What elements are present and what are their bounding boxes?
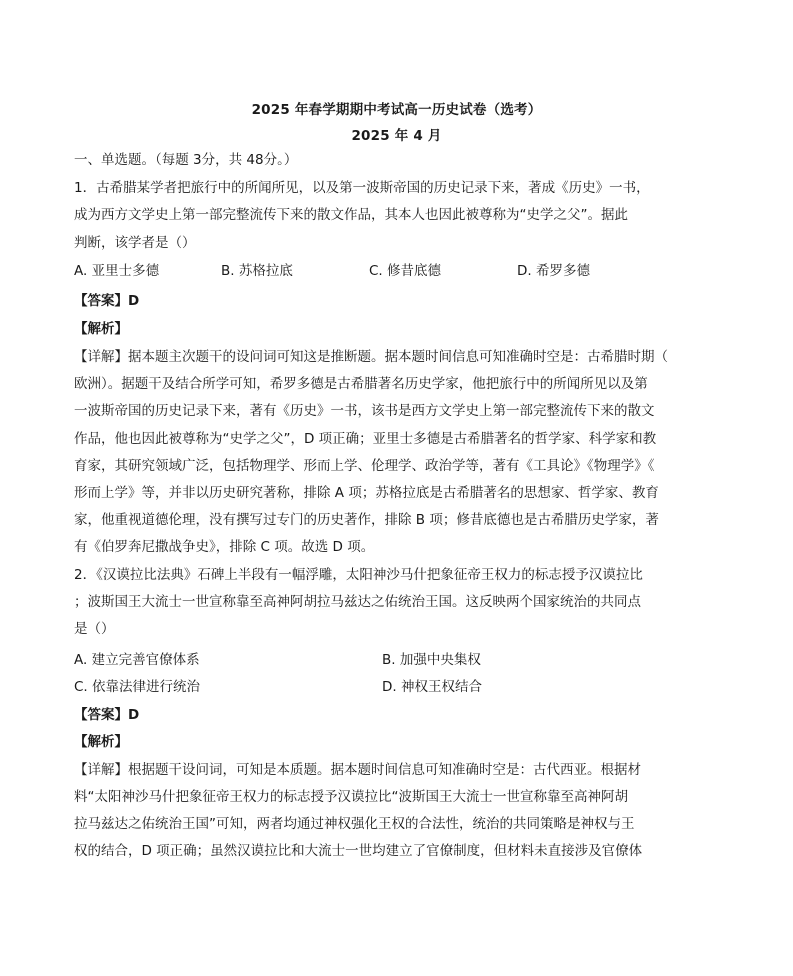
q1-detail-line-8: 有《伯罗奔尼撒战争史》，排除 C 项。故选 D 项。 <box>74 539 375 555</box>
q1-option-a: A. 亚里士多德 <box>74 263 160 279</box>
q1-stem-line-3: 判断，该学者是（） <box>74 235 196 251</box>
q2-option-b: B. 加强中央集权 <box>382 652 481 668</box>
q2-detail-line-1: 【详解】根据题干设问词，可知是本质题。据本题时间信息可知准确时空是：古代西亚。根据材 <box>74 762 641 778</box>
q1-detail-line-1: 【详解】据本题主次题干的设问词可知这是推断题。据本题时间信息可知准确时空是：古希腊时期（ <box>74 349 668 365</box>
q1-option-b: B. 苏格拉底 <box>221 263 293 279</box>
q2-stem-line-3: 是（） <box>74 621 115 637</box>
q2-stem-line-1: 2．《汉谟拉比法典》石碑上半段有一幅浮雕，太阳神沙马什把象征帝王权力的标志授予汉谟拉比 <box>74 567 643 583</box>
q1-detail-line-5: 育家，其研究领域广泛，包括物理学、形而上学、伦理学、政治学等，著有《工具论》《物理学》《 <box>74 458 655 474</box>
q1-detail-line-7: 家，他重视道德伦理，没有撰写过专门的历史著作，排除 B 项；修昔底德也是古希腊历史学家，著 <box>74 512 659 528</box>
q1-detail-line-6: 形而上学》等，并非以历史研究著称，排除 A 项；苏格拉底是古希腊著名的思想家、哲学家、教育 <box>74 485 659 501</box>
q1-option-d: D. 希罗多德 <box>517 263 590 279</box>
q1-answer: 【答案】D <box>74 293 140 309</box>
q1-analysis-label: 【解析】 <box>74 321 128 337</box>
q2-detail-line-4: 权的结合，D 项正确；虽然汉谟拉比和大流士一世均建立了官僚制度，但材料未直接涉及官僚体 <box>74 843 643 859</box>
q2-option-d: D. 神权王权结合 <box>382 679 482 695</box>
exam-date: 2025 年 4 月 <box>351 128 442 144</box>
q2-detail-line-3: 拉马兹达之佑统治王国”可知，两者均通过神权强化王权的合法性，统治的共同策略是神权与王 <box>74 816 635 832</box>
section-heading: 一、单选题。（每题 3分，共 48分。） <box>74 152 298 168</box>
q1-option-c: C. 修昔底德 <box>369 263 442 279</box>
q1-detail-line-3: 一波斯帝国的历史记录下来，著有《历史》一书，该书是西方文学史上第一部完整流传下来的散文 <box>74 403 655 419</box>
q2-option-a: A. 建立完善官僚体系 <box>74 652 200 668</box>
q1-stem-line-1: 1．古希腊某学者把旅行中的所闻所见，以及第一波斯帝国的历史记录下来，著成《历史》一书， <box>74 180 650 196</box>
q1-detail-line-2: 欧洲）。据题干及结合所学可知，希罗多德是古希腊著名历史学家，他把旅行中的所闻所见以及第 <box>74 376 648 392</box>
q2-answer: 【答案】D <box>74 707 140 723</box>
q1-detail-line-4: 作品，他也因此被尊称为“史学之父”，D 项正确；亚里士多德是古希腊著名的哲学家、科学家和教 <box>74 431 657 447</box>
q2-analysis-label: 【解析】 <box>74 734 128 750</box>
q1-stem-line-2: 成为西方文学史上第一部完整流传下来的散文作品，其本人也因此被尊称为“史学之父”。据此 <box>74 207 628 223</box>
exam-title: 2025 年春学期期中考试高一历史试卷（选考） <box>251 102 542 118</box>
q2-stem-line-2: ；波斯国王大流士一世宣称靠至高神阿胡拉马兹达之佑统治王国。这反映两个国家统治的共同点 <box>74 594 641 610</box>
q2-option-c: C. 依靠法律进行统治 <box>74 679 201 695</box>
q2-detail-line-2: 料“太阳神沙马什把象征帝王权力的标志授予汉谟拉比“波斯国王大流士一世宣称靠至高神阿胡 <box>74 789 628 805</box>
